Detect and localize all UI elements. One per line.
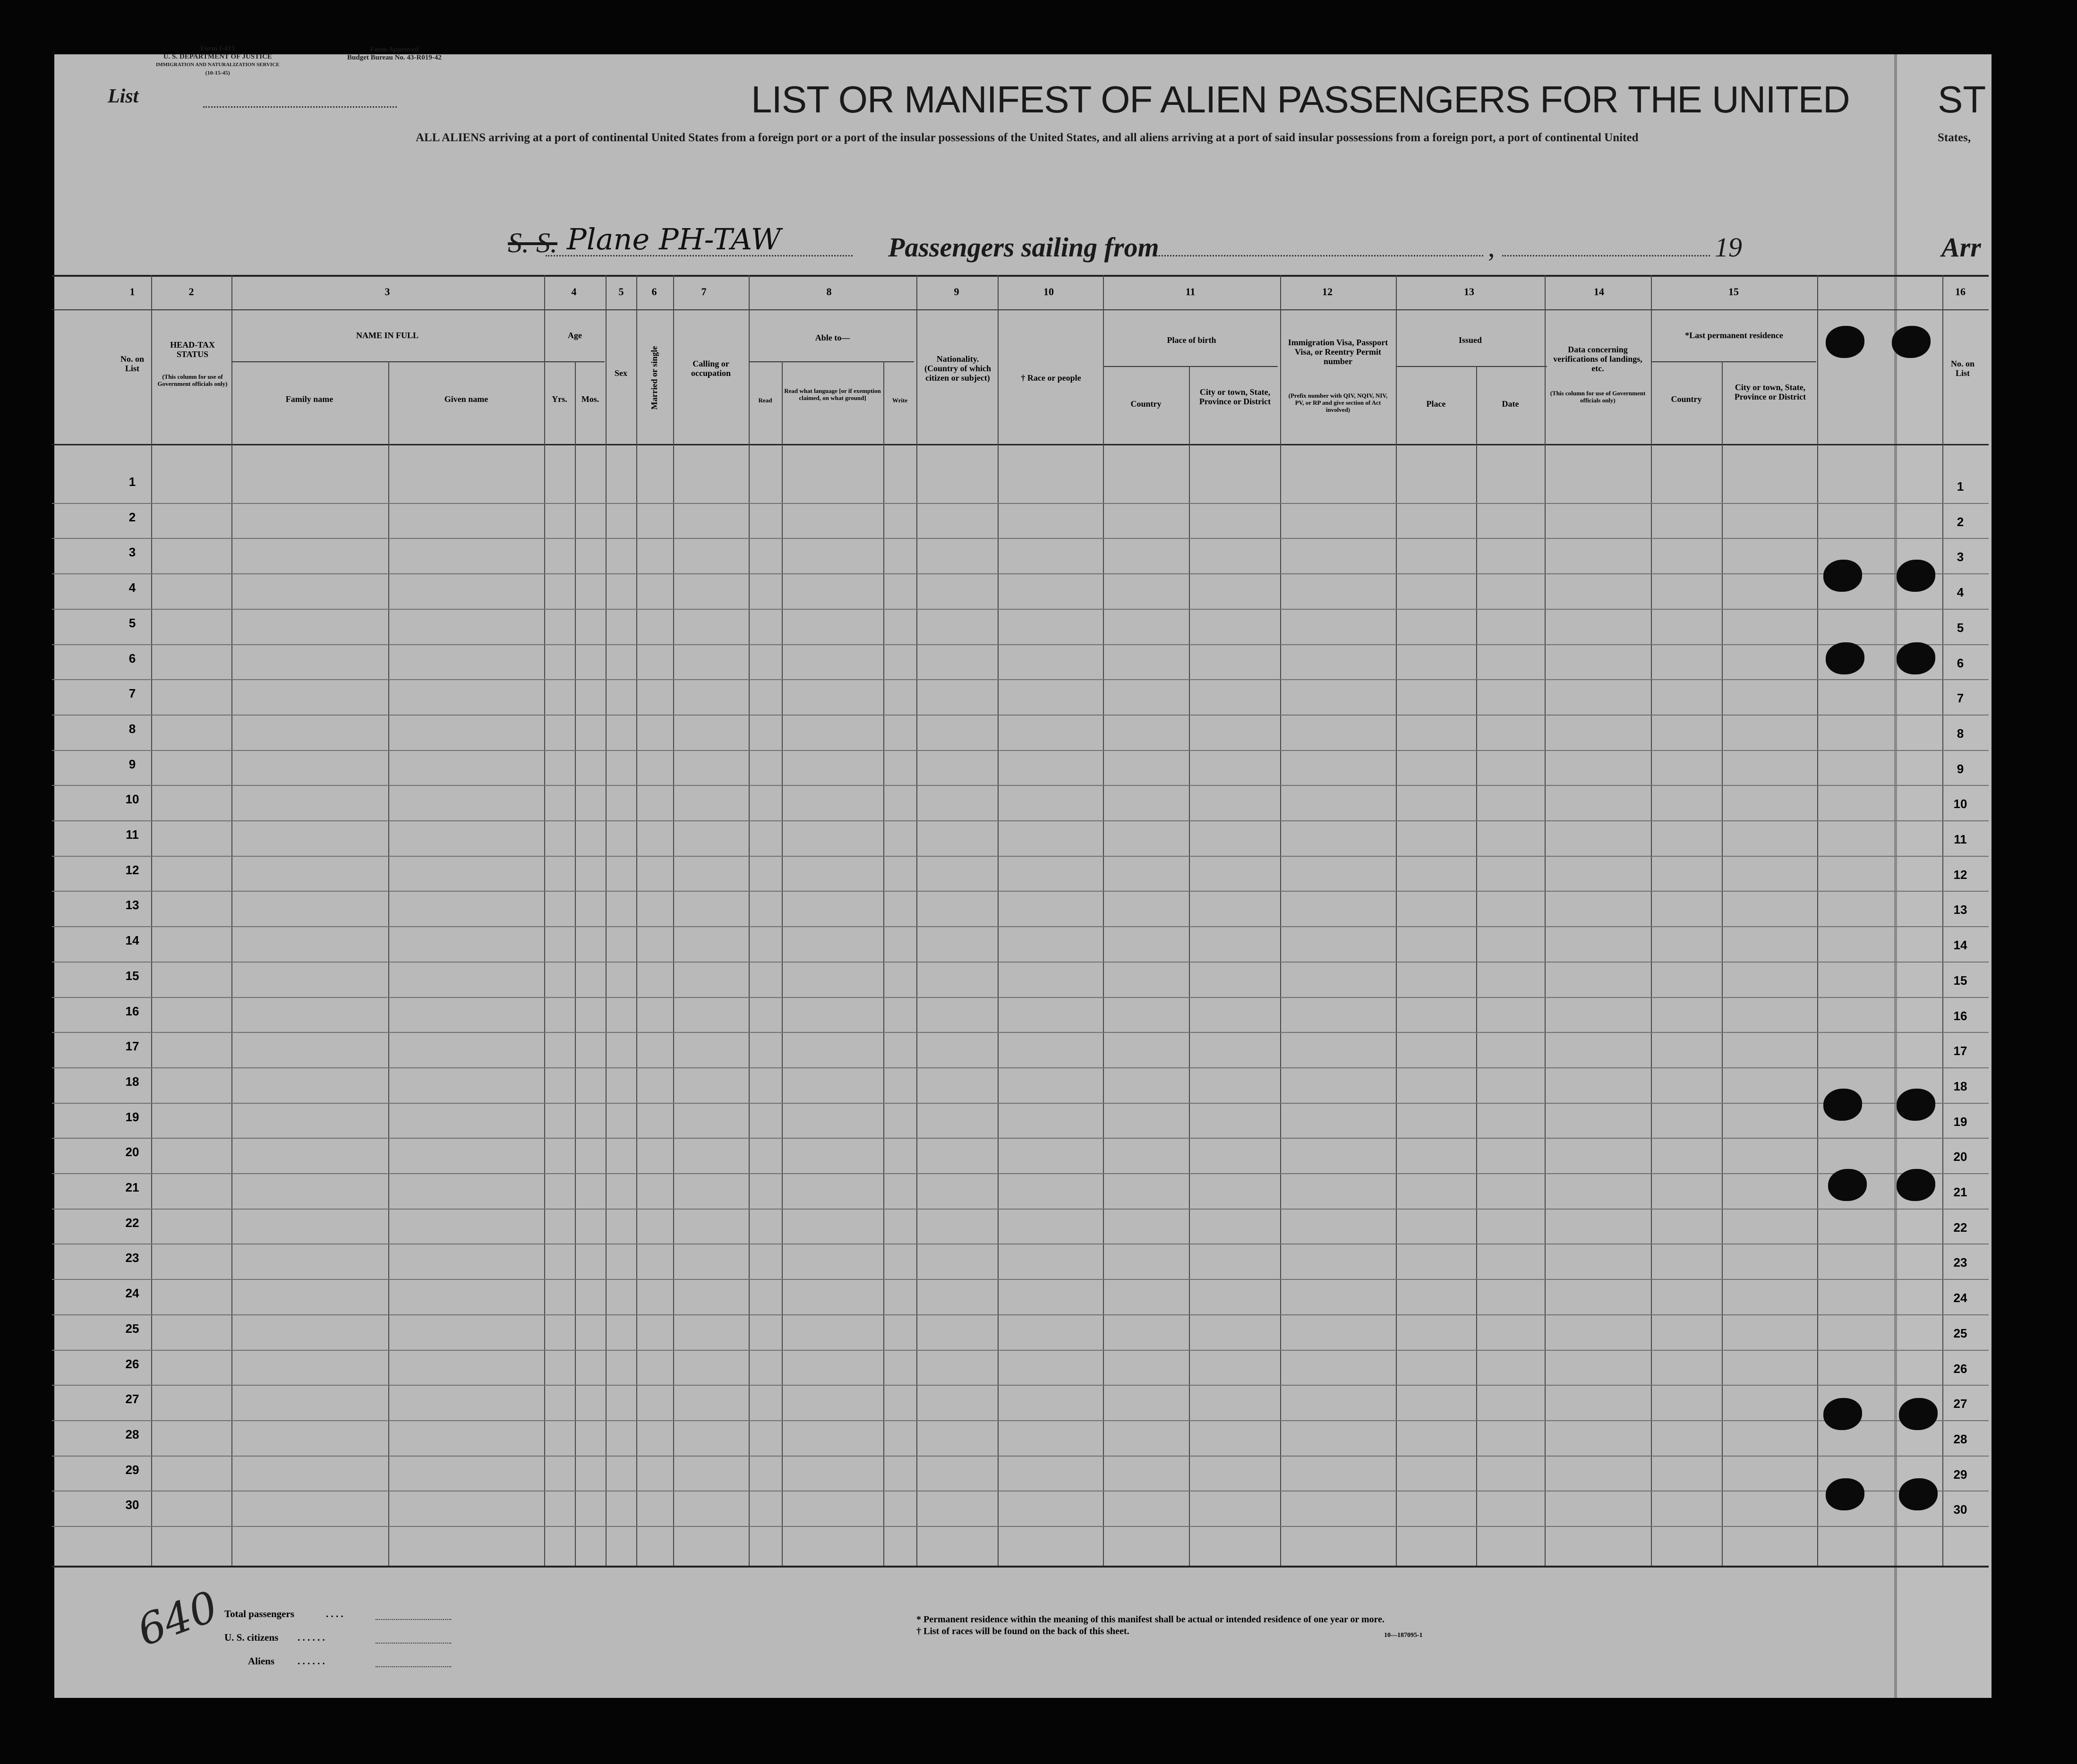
col-line-1 xyxy=(151,275,152,1566)
header-name-in-full: NAME IN FULL xyxy=(356,331,419,340)
row-number: 14 xyxy=(125,933,139,947)
vessel-prefix: S. S. xyxy=(508,227,557,258)
handwritten-sheet-number: 640 xyxy=(131,1581,224,1656)
col-line-12 xyxy=(1396,275,1397,1566)
sailing-date-field[interactable] xyxy=(1502,255,1710,256)
col-num-9: 9 xyxy=(954,286,959,298)
arriving-label: Arr xyxy=(1941,232,1981,263)
header-read-language: Read what language [or if exemption claimed, on what ground] xyxy=(784,387,881,401)
header-occupation: Calling or occupation xyxy=(691,359,731,378)
binding-hole xyxy=(1897,560,1935,592)
manifest-sheet xyxy=(54,54,1991,1698)
col-num-12: 12 xyxy=(1322,286,1333,298)
row-number-right: 3 xyxy=(1957,550,1964,564)
leader-dots: . . . . . . xyxy=(298,1632,325,1643)
header-race: † Race or people xyxy=(1021,373,1081,383)
binding-hole xyxy=(1826,326,1864,358)
subtitle: ALL ALIENS arriving at a port of continental United States from a foreign port or a port of the insular possessions of the United States, and all aliens arriving at a port of said insular possessions from a foreign port, a port of continental United xyxy=(416,131,1639,144)
table-top-rule xyxy=(52,275,1989,277)
row-number-right: 7 xyxy=(1957,691,1964,705)
row-number-right: 20 xyxy=(1953,1150,1967,1164)
header-place-of-birth: Place of birth xyxy=(1167,335,1216,345)
date-code: (10-15-45) xyxy=(205,69,230,76)
table-row[interactable] xyxy=(52,573,1989,574)
binding-hole xyxy=(1823,1089,1862,1121)
row-number: 16 xyxy=(125,1004,139,1018)
row-number-right: 23 xyxy=(1953,1255,1967,1270)
table-row[interactable] xyxy=(52,997,1989,998)
header-no-on-list: No. on List xyxy=(120,354,144,373)
department: U. S. DEPARTMENT OF JUSTICE xyxy=(163,53,272,60)
binding-hole xyxy=(1897,1169,1935,1201)
row-number-right: 28 xyxy=(1953,1432,1967,1446)
table-row[interactable] xyxy=(52,503,1989,504)
col-line-4 xyxy=(606,275,607,1566)
binding-hole xyxy=(1828,1169,1867,1201)
row-number-right: 25 xyxy=(1953,1326,1967,1340)
table-row[interactable] xyxy=(52,1420,1989,1421)
row-number-right: 9 xyxy=(1957,762,1964,776)
row-number-right: 8 xyxy=(1957,726,1964,741)
row-number: 5 xyxy=(128,616,136,630)
row-number: 11 xyxy=(126,827,139,842)
header-able-to: Able to— xyxy=(815,333,850,342)
col-line-5 xyxy=(636,275,637,1566)
col-line-13a xyxy=(1476,366,1477,1566)
footnote-permanent-residence: * Permanent residence within the meaning of this manifest shall be actual or intended residence of one year or more. xyxy=(916,1614,1385,1625)
table-row[interactable] xyxy=(52,1279,1989,1280)
row-number-right: 1 xyxy=(1957,479,1964,494)
form-approval xyxy=(347,46,442,62)
header-head-tax-note: (This column for use of Government officials only) xyxy=(157,373,228,387)
header-write: Write xyxy=(892,397,908,404)
header-visa: Immigration Visa, Passport Visa, or Reentry Permit number xyxy=(1288,338,1388,366)
table-row[interactable] xyxy=(52,609,1989,610)
col-num-10: 10 xyxy=(1043,286,1054,298)
header-residence-country: Country xyxy=(1671,394,1702,404)
header-age: Age xyxy=(568,331,582,340)
header-married-single: Married or single xyxy=(650,346,659,410)
row-number-right: 18 xyxy=(1953,1079,1967,1093)
col-num-8: 8 xyxy=(826,286,832,298)
row-number-right: 29 xyxy=(1953,1467,1967,1482)
header-birth-city: City or town, State, Province or District xyxy=(1199,387,1271,406)
row-number-right: 22 xyxy=(1953,1220,1967,1235)
row-number: 9 xyxy=(128,757,136,771)
binding-hole xyxy=(1892,326,1931,358)
row-number: 7 xyxy=(128,686,136,700)
header-visa-note: (Prefix number with QIV, NQIV, NIV, PV, or RP and give section of Act involved) xyxy=(1288,392,1388,413)
row-number-right: 27 xyxy=(1953,1397,1967,1411)
row-number: 18 xyxy=(125,1074,139,1089)
footnote-races: † List of races will be found on the back of this sheet. xyxy=(916,1626,1129,1636)
col-line-16 xyxy=(1942,275,1943,1566)
col-num-1: 1 xyxy=(129,286,135,298)
row-number: 26 xyxy=(125,1357,139,1371)
table-bottom-rule xyxy=(52,1566,1989,1568)
row-number: 8 xyxy=(128,722,136,736)
header-verifications-note: (This column for use of Government officials only) xyxy=(1550,390,1646,404)
year-prefix: 19 xyxy=(1715,232,1742,263)
header-head-tax: HEAD-TAX STATUS xyxy=(170,340,215,359)
row-number-right: 10 xyxy=(1953,797,1967,811)
row-number: 20 xyxy=(125,1145,139,1159)
aliens-field[interactable] xyxy=(376,1666,451,1667)
row-number: 27 xyxy=(125,1392,139,1406)
col-line-2 xyxy=(231,275,232,1566)
row-number-right: 14 xyxy=(1953,938,1967,952)
print-code: 10—187095-1 xyxy=(1384,1632,1423,1639)
header-given-name: Given name xyxy=(444,394,488,404)
table-row[interactable] xyxy=(52,1067,1989,1068)
binding-hole xyxy=(1823,560,1862,592)
header-no-on-list-right: No. on List xyxy=(1950,359,1974,378)
sailing-from-label: Passengers sailing from xyxy=(888,232,1159,263)
row-number-right: 15 xyxy=(1953,973,1967,988)
col-line-14 xyxy=(1651,275,1652,1566)
header-issued-date: Date xyxy=(1502,399,1519,409)
col-line-11a xyxy=(1189,366,1190,1566)
list-number-field[interactable] xyxy=(203,106,397,108)
col-num-5: 5 xyxy=(618,286,624,298)
row-number: 24 xyxy=(125,1286,139,1300)
row-number: 21 xyxy=(125,1180,139,1194)
row-number: 1 xyxy=(128,475,136,489)
header-residence-city: City or town, State, Province or District xyxy=(1734,383,1806,401)
col-num-13: 13 xyxy=(1464,286,1474,298)
table-row[interactable] xyxy=(52,785,1989,786)
row-number: 17 xyxy=(125,1039,139,1053)
row-number: 29 xyxy=(125,1463,139,1477)
col-num-4: 4 xyxy=(571,286,577,298)
header-age-months: Mos. xyxy=(581,394,599,404)
table-row[interactable] xyxy=(52,1103,1989,1104)
col-line-9 xyxy=(998,275,999,1566)
header-last-residence: *Last permanent residence xyxy=(1685,331,1783,340)
comma-separator: , xyxy=(1488,232,1495,263)
budget-bureau: Budget Bureau No. 43-R019-42 xyxy=(347,54,442,61)
table-row[interactable] xyxy=(52,644,1989,645)
table-row[interactable] xyxy=(52,1138,1989,1139)
header-age-years: Yrs. xyxy=(552,394,567,404)
header-sex: Sex xyxy=(615,368,627,378)
binding-hole xyxy=(1897,642,1935,674)
binding-hole xyxy=(1897,1089,1935,1121)
issued-subheader-rule xyxy=(1396,366,1547,367)
table-row[interactable] xyxy=(52,1209,1989,1210)
row-number: 30 xyxy=(125,1498,139,1512)
row-number-right: 30 xyxy=(1953,1502,1967,1517)
approval-text: Form Approved xyxy=(370,46,419,53)
service: IMMIGRATION AND NATURALIZATION SERVICE xyxy=(156,62,280,68)
binding-hole xyxy=(1823,1398,1862,1430)
form-number: Form I-415 xyxy=(200,45,235,52)
able-subheader-rule xyxy=(749,361,914,362)
aliens-label: Aliens xyxy=(248,1655,275,1667)
row-number: 15 xyxy=(125,969,139,983)
binding-hole xyxy=(1899,1478,1938,1510)
col-num-7: 7 xyxy=(701,286,707,298)
row-number: 12 xyxy=(125,863,139,877)
total-passengers-label: Total passengers xyxy=(224,1608,294,1619)
row-number-right: 24 xyxy=(1953,1291,1967,1305)
row-number: 4 xyxy=(128,580,136,595)
row-number-right: 13 xyxy=(1953,903,1967,917)
table-row[interactable] xyxy=(52,962,1989,963)
table-row[interactable] xyxy=(52,1526,1989,1527)
sailing-port-field[interactable] xyxy=(1153,255,1483,256)
row-number: 28 xyxy=(125,1427,139,1441)
row-number-right: 16 xyxy=(1953,1009,1967,1023)
table-row[interactable] xyxy=(52,1456,1989,1457)
row-number: 6 xyxy=(128,651,136,665)
header-issued: Issued xyxy=(1458,335,1482,345)
col-line-6 xyxy=(673,275,674,1566)
col-line-3 xyxy=(544,275,545,1566)
table-row[interactable] xyxy=(52,891,1989,892)
row-number: 25 xyxy=(125,1321,139,1336)
row-number: 3 xyxy=(128,545,136,559)
subtitle-continuation: States, xyxy=(1938,131,1971,144)
row-number-right: 6 xyxy=(1957,656,1964,670)
row-number-right: 5 xyxy=(1957,621,1964,635)
col-line-7 xyxy=(749,275,750,1566)
table-row[interactable] xyxy=(52,856,1989,857)
name-subheader-rule xyxy=(231,361,605,362)
column-number-rule xyxy=(52,309,1989,310)
row-number-right: 17 xyxy=(1953,1044,1967,1058)
row-number: 23 xyxy=(125,1251,139,1265)
row-number: 2 xyxy=(128,510,136,524)
row-number: 19 xyxy=(125,1110,139,1124)
page-title: LIST OR MANIFEST OF ALIEN PASSENGERS FOR THE UNITED xyxy=(751,78,1850,120)
header-birth-country: Country xyxy=(1130,399,1162,409)
header-issued-place: Place xyxy=(1426,399,1446,409)
residence-subheader-rule xyxy=(1651,361,1816,362)
col-line-8 xyxy=(916,275,917,1566)
us-citizens-label: U. S. citizens xyxy=(224,1632,279,1643)
form-identification xyxy=(156,45,280,77)
row-number-right: 21 xyxy=(1953,1185,1967,1199)
row-number: 10 xyxy=(125,792,139,806)
binding-hole xyxy=(1826,1478,1864,1510)
table-row[interactable] xyxy=(52,926,1989,927)
col-line-10 xyxy=(1103,275,1104,1566)
header-bottom-rule xyxy=(52,444,1989,445)
table-row[interactable] xyxy=(52,715,1989,716)
row-number-right: 11 xyxy=(1954,832,1967,846)
header-read: Read xyxy=(758,397,772,404)
table-row[interactable] xyxy=(52,1385,1989,1386)
header-verifications: Data concerning verifications of landings, etc. xyxy=(1553,345,1642,373)
table-row[interactable] xyxy=(52,750,1989,751)
list-label: List xyxy=(108,85,139,107)
row-number: 13 xyxy=(125,898,139,912)
vessel-name-handwritten[interactable]: Plane PH-TAW xyxy=(567,222,781,256)
table-row[interactable] xyxy=(52,820,1989,821)
row-number-right: 2 xyxy=(1957,515,1964,529)
col-line-13 xyxy=(1545,275,1546,1566)
col-num-16: 16 xyxy=(1955,286,1966,298)
row-number-right: 4 xyxy=(1957,585,1964,599)
header-nationality: Nationality. (Country of which citizen or subject) xyxy=(924,354,991,383)
row-number-right: 12 xyxy=(1953,868,1967,882)
col-num-14: 14 xyxy=(1594,286,1604,298)
vessel-dotted-line xyxy=(546,255,853,256)
birth-subheader-rule xyxy=(1103,366,1278,367)
total-passengers-field[interactable] xyxy=(376,1619,451,1620)
table-row[interactable] xyxy=(52,1173,1989,1174)
table-row[interactable] xyxy=(52,1314,1989,1315)
leader-dots: . . . . xyxy=(326,1608,343,1619)
col-line-11 xyxy=(1280,275,1281,1566)
header-family-name: Family name xyxy=(285,394,333,404)
table-row[interactable] xyxy=(52,1350,1989,1351)
leader-dots: . . . . . . xyxy=(298,1655,325,1667)
title-continuation: ST xyxy=(1938,78,1986,120)
binding-hole xyxy=(1899,1398,1938,1430)
col-num-15: 15 xyxy=(1728,286,1739,298)
col-num-2: 2 xyxy=(188,286,194,298)
col-num-6: 6 xyxy=(651,286,657,298)
row-number-right: 19 xyxy=(1953,1115,1967,1129)
table-row[interactable] xyxy=(52,538,1989,539)
us-citizens-field[interactable] xyxy=(376,1643,451,1644)
col-num-3: 3 xyxy=(385,286,390,298)
binding-hole xyxy=(1826,642,1864,674)
col-num-11: 11 xyxy=(1185,286,1196,298)
table-row[interactable] xyxy=(52,1032,1989,1033)
row-number-right: 26 xyxy=(1953,1362,1967,1376)
row-number: 22 xyxy=(125,1216,139,1230)
col-line-15 xyxy=(1817,275,1818,1566)
table-row[interactable] xyxy=(52,679,1989,680)
